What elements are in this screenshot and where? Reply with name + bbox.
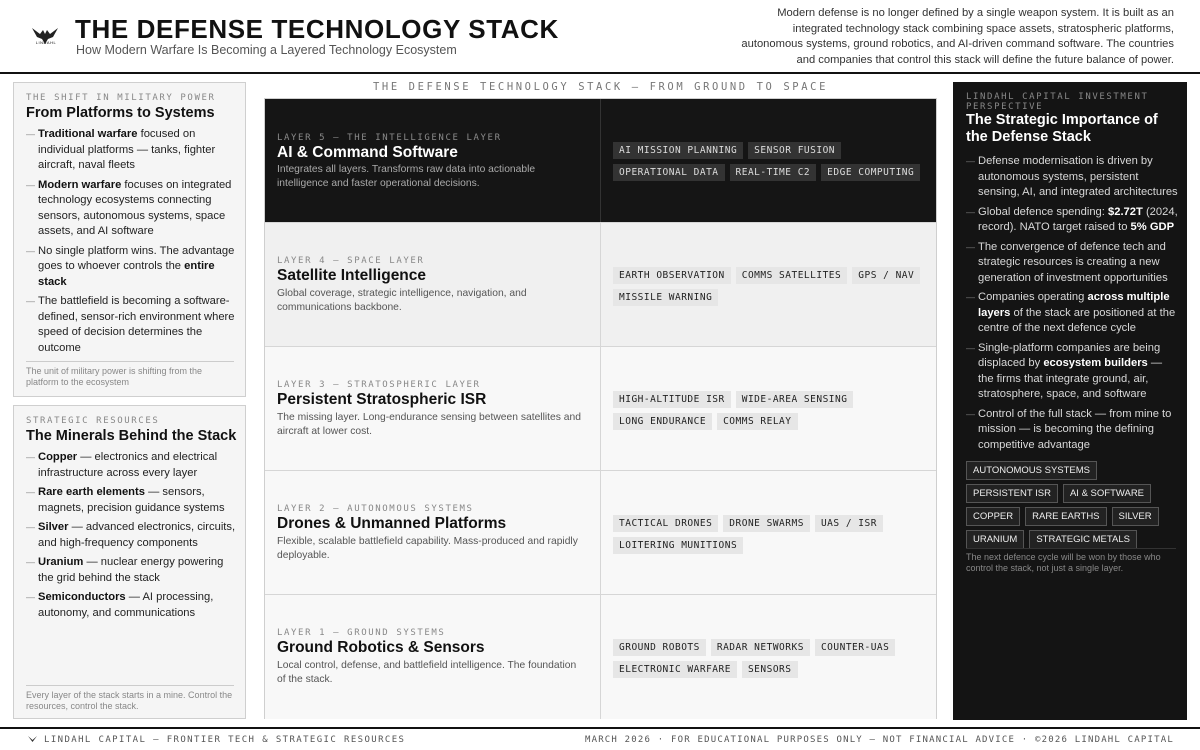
list-item: — Companies operating across multiple layers of the stack are positioned at the centre of the next defence cycle (966, 290, 1179, 337)
shift-kicker: THE SHIFT IN MILITARY POWER (26, 93, 216, 103)
list-item: — No single platform wins. The advantage goes to whoever controls the entire stack (26, 244, 238, 291)
tag: COPPER (966, 507, 1020, 526)
tag: COMMS SATELLITES (736, 267, 848, 284)
minerals-list (26, 450, 238, 625)
panel-tags (966, 461, 1178, 549)
tag: WIDE-AREA SENSING (736, 391, 854, 408)
layer-kicker: LAYER 5 — THE INTELLIGENCE LAYER (277, 133, 502, 143)
layer-5 (265, 99, 936, 223)
minerals-footnote: Every layer of the stack starts in a mine. Control the resources, control the stack. (26, 685, 234, 712)
list-item: — Copper — electronics and electrical infrastructure across every layer (26, 450, 238, 481)
layer-tags (613, 142, 923, 181)
tag: SILVER (1112, 507, 1159, 526)
tag: AI & SOFTWARE (1063, 484, 1151, 503)
shift-heading: From Platforms to Systems (26, 105, 215, 121)
tag: LONG ENDURANCE (613, 413, 712, 430)
layer-1 (265, 595, 936, 719)
minerals-heading: The Minerals Behind the Stack (26, 428, 237, 444)
shift-footnote: The unit of military power is shifting from the platform to the ecosystem (26, 361, 234, 388)
layer-description: Local control, defense, and battlefield intelligence. The foundation of the stack. (277, 660, 577, 685)
page-subtitle: How Modern Warfare Is Becoming a Layered Technology Ecosystem (76, 43, 457, 57)
page-title: THE DEFENSE TECHNOLOGY STACK (75, 14, 559, 44)
tag: GPS / NAV (852, 267, 920, 284)
panel-list (966, 154, 1179, 457)
tag: MISSILE WARNING (613, 289, 718, 306)
tag: UAS / ISR (815, 515, 883, 532)
tag: SENSOR FUSION (748, 142, 841, 159)
tag: REAL-TIME C2 (730, 164, 817, 181)
list-item: — The convergence of defence tech and strategic resources is creating a new generation of investment opportunities (966, 240, 1179, 287)
tag: STRATEGIC METALS (1029, 530, 1137, 549)
footer-right: MARCH 2026 · FOR EDUCATIONAL PURPOSES ONLY — NOT FINANCIAL ADVICE · ©2026 LINDAHL CAPITAL (584, 735, 1174, 745)
layer-name: AI & Command Software (277, 144, 458, 161)
layer-tags (613, 639, 923, 678)
investment-panel (953, 82, 1187, 720)
eagle-logo-icon (28, 736, 37, 742)
layer-kicker: LAYER 1 — GROUND SYSTEMS (277, 628, 446, 638)
layer-tags (613, 391, 923, 430)
tag: GROUND ROBOTS (613, 639, 706, 656)
tag: EDGE COMPUTING (821, 164, 920, 181)
shift-list (26, 127, 238, 360)
layer-divider (600, 223, 601, 346)
panel-footnote: The next defence cycle will be won by those who control the stack, not just a single layer. (966, 548, 1176, 574)
list-item: — Semiconductors — AI processing, autonomy, and communications (26, 590, 238, 621)
panel-heading: The Strategic Importance of the Defense Stack (966, 112, 1158, 145)
tag: PERSISTENT ISR (966, 484, 1058, 503)
shift-card (13, 82, 246, 397)
layer-name: Ground Robotics & Sensors (277, 639, 485, 656)
minerals-kicker: STRATEGIC RESOURCES (26, 416, 160, 426)
eagle-logo-icon (30, 22, 60, 52)
minerals-card (13, 405, 246, 719)
tag: AI MISSION PLANNING (613, 142, 743, 159)
tag: SENSORS (742, 661, 798, 678)
tag: ELECTRONIC WARFARE (613, 661, 737, 678)
stack-title: THE DEFENSE TECHNOLOGY STACK — FROM GROUND TO SPACE (373, 81, 828, 93)
layer-description: Integrates all layers. Transforms raw data into actionable intelligence and faster operational decisions. (277, 164, 536, 189)
footer-left-text: LINDAHL CAPITAL — FRONTIER TECH & STRATEGIC RESOURCES (44, 735, 406, 745)
tag: LOITERING MUNITIONS (613, 537, 743, 554)
layer-description: The missing layer. Long-endurance sensing between satellites and aircraft at lower cost. (277, 412, 581, 437)
list-item: — Single-platform companies are being displaced by ecosystem builders — the firms that integrate ground, air, stratosphere, space, and software (966, 341, 1179, 403)
layer-divider (600, 347, 601, 470)
layer-2 (265, 471, 936, 595)
layer-4 (265, 223, 936, 347)
layer-divider (600, 471, 601, 594)
layer-description: Flexible, scalable battlefield capability. Mass-produced and rapidly deployable. (277, 536, 578, 561)
list-item: — Global defence spending: $2.72T (2024, record). NATO target raised to 5% GDP (966, 205, 1179, 236)
layer-3 (265, 347, 936, 471)
stack-diagram (264, 98, 937, 719)
layer-name: Drones & Unmanned Platforms (277, 515, 507, 532)
panel-kicker: LINDAHL CAPITAL INVESTMENT PERSPECTIVE (966, 92, 1149, 112)
layer-name: Persistent Stratospheric ISR (277, 391, 487, 408)
layer-kicker: LAYER 4 — SPACE LAYER (277, 256, 425, 266)
tag: COMMS RELAY (717, 413, 797, 430)
intro-paragraph: Modern defense is no longer defined by a single weapon system. It is built as an integrated technology stack combining space assets, stratospheric platforms, autonomous systems, ground robotics, and AI-driven command software. The countries and companies that control this stack will define the future balance of power. (741, 7, 1174, 66)
layer-description: Global coverage, strategic intelligence, navigation, and communications backbone. (277, 288, 527, 313)
layer-name: Satellite Intelligence (277, 267, 427, 284)
layer-tags (613, 267, 923, 306)
tag: URANIUM (966, 530, 1024, 549)
list-item: — Uranium — nuclear energy powering the grid behind the stack (26, 555, 238, 586)
footer-left (28, 735, 405, 745)
tag: HIGH-ALTITUDE ISR (613, 391, 731, 408)
layer-divider (600, 595, 601, 719)
tag: COUNTER-UAS (815, 639, 895, 656)
logo-wordmark: LINDAHL (35, 40, 57, 45)
list-item: — Modern warfare focuses on integrated technology ecosystems connecting sensors, autonomous systems, space assets, and AI software (26, 178, 238, 240)
list-item: — Silver — advanced electronics, circuits, and high-frequency components (26, 520, 238, 551)
page-footer (0, 727, 1200, 750)
tag: TACTICAL DRONES (613, 515, 718, 532)
list-item: — The battlefield is becoming a software-defined, sensor-rich environment where speed of decision determines the outcome (26, 294, 238, 356)
tag: AUTONOMOUS SYSTEMS (966, 461, 1097, 480)
layer-divider (600, 99, 601, 222)
layer-kicker: LAYER 3 — STRATOSPHERIC LAYER (277, 380, 481, 390)
list-item: — Traditional warfare focused on individual platforms — tanks, fighter aircraft, naval fleets (26, 127, 238, 174)
tag: DRONE SWARMS (723, 515, 810, 532)
page-header (0, 0, 1200, 74)
layer-tags (613, 515, 923, 554)
tag: RARE EARTHS (1025, 507, 1106, 526)
list-item: — Control of the full stack — from mine to mission — is becoming the defining competitive advantage (966, 407, 1179, 454)
tag: EARTH OBSERVATION (613, 267, 731, 284)
layer-kicker: LAYER 2 — AUTONOMOUS SYSTEMS (277, 504, 474, 514)
tag: OPERATIONAL DATA (613, 164, 725, 181)
list-item: — Defense modernisation is driven by autonomous systems, persistent sensing, AI, and integrated architectures (966, 154, 1179, 201)
tag: RADAR NETWORKS (711, 639, 810, 656)
list-item: — Rare earth elements — sensors, magnets, precision guidance systems (26, 485, 238, 516)
